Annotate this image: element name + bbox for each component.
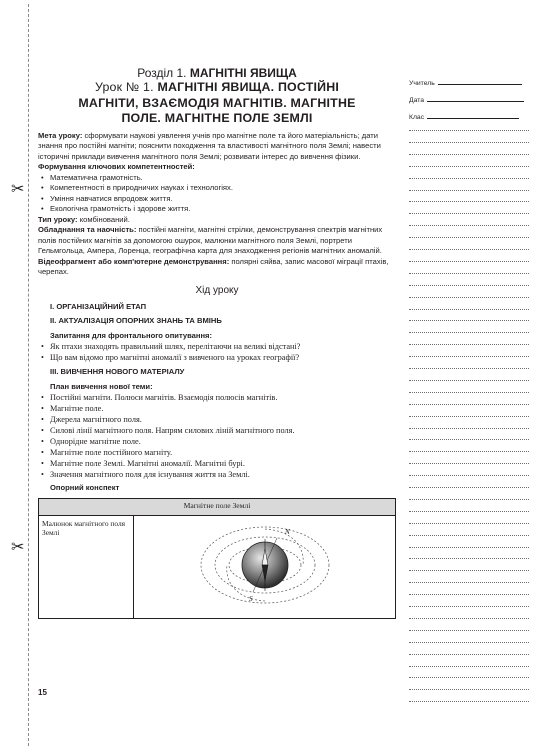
notes-sidebar (409, 70, 529, 121)
stage-heading: III. ВИВЧЕННЯ НОВОГО МАТЕРІАЛУ (50, 367, 185, 376)
note-line (409, 249, 529, 250)
note-line (409, 535, 529, 536)
lesson-title-line1: МАГНІТНІ ЯВИЩА. ПОСТІЙНІ (157, 80, 340, 94)
list-item: • Однорідне магнітне поле. (38, 436, 396, 447)
note-line (409, 273, 529, 274)
earth-magnetic-field-icon (165, 519, 365, 611)
lesson-content (38, 66, 396, 619)
note-line (409, 237, 529, 238)
note-line (409, 368, 529, 369)
questions-list (38, 341, 396, 363)
note-line (409, 582, 529, 583)
note-line (409, 332, 529, 333)
course-title: Хід уроку (195, 284, 239, 296)
plan-list (38, 392, 396, 480)
teacher-input-line[interactable] (438, 84, 522, 85)
scissors-icon: ✂ (11, 181, 25, 198)
note-line (409, 523, 529, 524)
list-item: • Джерела магнітного поля. (38, 414, 396, 425)
note-line (409, 499, 529, 500)
date-input-line[interactable] (427, 101, 524, 102)
list-item: • Як птахи знаходять правильний шлях, перелітаючи на великі відстані? (38, 341, 396, 352)
list-item: • Що вам відомо про магнітні аномалії з вивченого на уроках географії? (38, 352, 396, 363)
note-line (409, 142, 529, 143)
note-line (409, 606, 529, 607)
equipment-label: Обладнання та наочність: (38, 225, 137, 234)
cut-line (28, 4, 29, 746)
summary-table (38, 498, 396, 619)
video-label: Відеофрагмент або комп'ютерне демонстрування: (38, 256, 230, 266)
note-line (409, 666, 529, 667)
pole-n-label: N (284, 527, 290, 536)
teacher-label: Учитель (409, 80, 435, 87)
class-label: Клас (409, 114, 425, 121)
list-item: • Значення магнітного поля для існування життя на Землі. (38, 469, 396, 480)
date-field (409, 87, 529, 104)
note-line (409, 547, 529, 548)
teacher-field (409, 70, 529, 87)
lesson-prefix: Урок № 1. (94, 80, 154, 94)
note-line (409, 416, 529, 417)
note-line (409, 487, 529, 488)
competences-label: Формування ключових компетентностей: (38, 162, 195, 171)
goal-label: Мета уроку: (38, 130, 83, 140)
note-line (409, 225, 529, 226)
note-line (409, 285, 529, 286)
note-line (409, 439, 529, 440)
note-line (409, 404, 529, 405)
scissors-icon: ✂ (11, 539, 25, 556)
table-header: Магнітне поле Землі (39, 498, 396, 515)
lesson-equipment (38, 225, 396, 257)
stage-heading: I. ОРГАНІЗАЦІЙНИЙ ЕТАП (50, 301, 147, 311)
note-line (409, 701, 529, 702)
list-item: • Магнітне поле. (38, 403, 396, 414)
lesson-title-line2: МАГНІТИ, ВЗАЄМОДІЯ МАГНІТІВ. МАГНІТНЕ (78, 95, 356, 110)
competences-list (38, 173, 396, 215)
note-line (409, 166, 529, 167)
note-line (409, 213, 529, 214)
note-line (409, 309, 529, 310)
note-line (409, 558, 529, 559)
questions-label: Запитання для фронтального опитування: (50, 330, 213, 340)
plan-label: План вивчення нової теми: (50, 381, 153, 391)
section-prefix: Розділ 1. (137, 66, 187, 80)
note-line (409, 594, 529, 595)
note-line (409, 154, 529, 155)
lesson-title-line3: ПОЛЕ. МАГНІТНЕ ПОЛЕ ЗЕМЛІ (121, 111, 313, 125)
note-line (409, 178, 529, 179)
note-line (409, 428, 529, 429)
class-field (409, 104, 529, 121)
section-title: МАГНІТНІ ЯВИЩА (189, 66, 297, 80)
note-line (409, 451, 529, 452)
note-line (409, 201, 529, 202)
note-line (409, 320, 529, 321)
note-line (409, 689, 529, 690)
note-line (409, 344, 529, 345)
lesson-video (38, 257, 396, 278)
note-line (409, 392, 529, 393)
goal-text: сформувати наукові уявлення учнів про магнітне поле та його матеріальність; дати знання про постійні магніти; пояснити походження та властивості магнітного поля Землі; навести історичні приклади вивчення магнітного поля Землі; розвивати інтерес до вивчення фізики. (38, 130, 381, 161)
note-line (409, 356, 529, 357)
note-line (409, 618, 529, 619)
list-item: • Силові лінії магнітного поля. Напрям силових ліній магнітного поля. (38, 425, 396, 436)
date-label: Дата (409, 97, 425, 104)
list-item: • Постійні магніти. Полюси магнітів. Взаємодія полюсів магнітів. (38, 392, 396, 403)
equipment-text: постійні магніти, магнітні стрілки, демонстрування спектрів магнітних полів постійних магнітів за допомогою ошурок, малюнки магнітного поля Землі, портрети Гельмгольца, Ампера, Лоренца, географічна карта для знаходження регіонів магнітних аномалій. (38, 225, 383, 255)
summary-label: Опорний конспект (50, 483, 120, 492)
list-item: • Компетентності в природничих науках і технологіях. (38, 183, 396, 194)
note-line (409, 570, 529, 571)
pole-s-label: S (248, 594, 252, 603)
page-number: 15 (38, 688, 47, 697)
video-text: полярні сяйва, запис масової міграції птахів, черепах. (38, 256, 389, 276)
lesson-type (38, 215, 396, 226)
note-line (409, 463, 529, 464)
list-item: • Магнітне поле Землі. Магнітні аномалії. Магнітні бурі. (38, 458, 396, 469)
stage-heading: II. АКТУАЛІЗАЦІЯ ОПОРНИХ ЗНАНЬ ТА ВМІНЬ (50, 316, 222, 325)
note-line (409, 630, 529, 631)
table-cell-label: Малюнок магнітного поля Землі (39, 515, 134, 618)
note-line (409, 261, 529, 262)
lesson-title (38, 80, 396, 127)
note-line (409, 642, 529, 643)
note-line (409, 677, 529, 678)
class-input-line[interactable] (427, 118, 519, 119)
list-item: • Уміння навчатися впродовж життя. (38, 194, 396, 205)
list-item: • Математична грамотність. (38, 173, 396, 184)
note-line (409, 190, 529, 191)
list-item: • Магнітне поле постійного магніту. (38, 447, 396, 458)
list-item: • Екологічна грамотність і здорове життя. (38, 204, 396, 215)
type-label: Тип уроку: (38, 214, 78, 224)
note-line (409, 297, 529, 298)
lesson-goal (38, 131, 396, 163)
table-row (39, 515, 396, 618)
note-line (409, 654, 529, 655)
note-line (409, 475, 529, 476)
note-line (409, 130, 529, 131)
section-heading (38, 66, 396, 80)
note-line (409, 511, 529, 512)
table-cell-picture (134, 515, 396, 618)
type-text: комбінований. (79, 214, 130, 224)
note-line (409, 380, 529, 381)
